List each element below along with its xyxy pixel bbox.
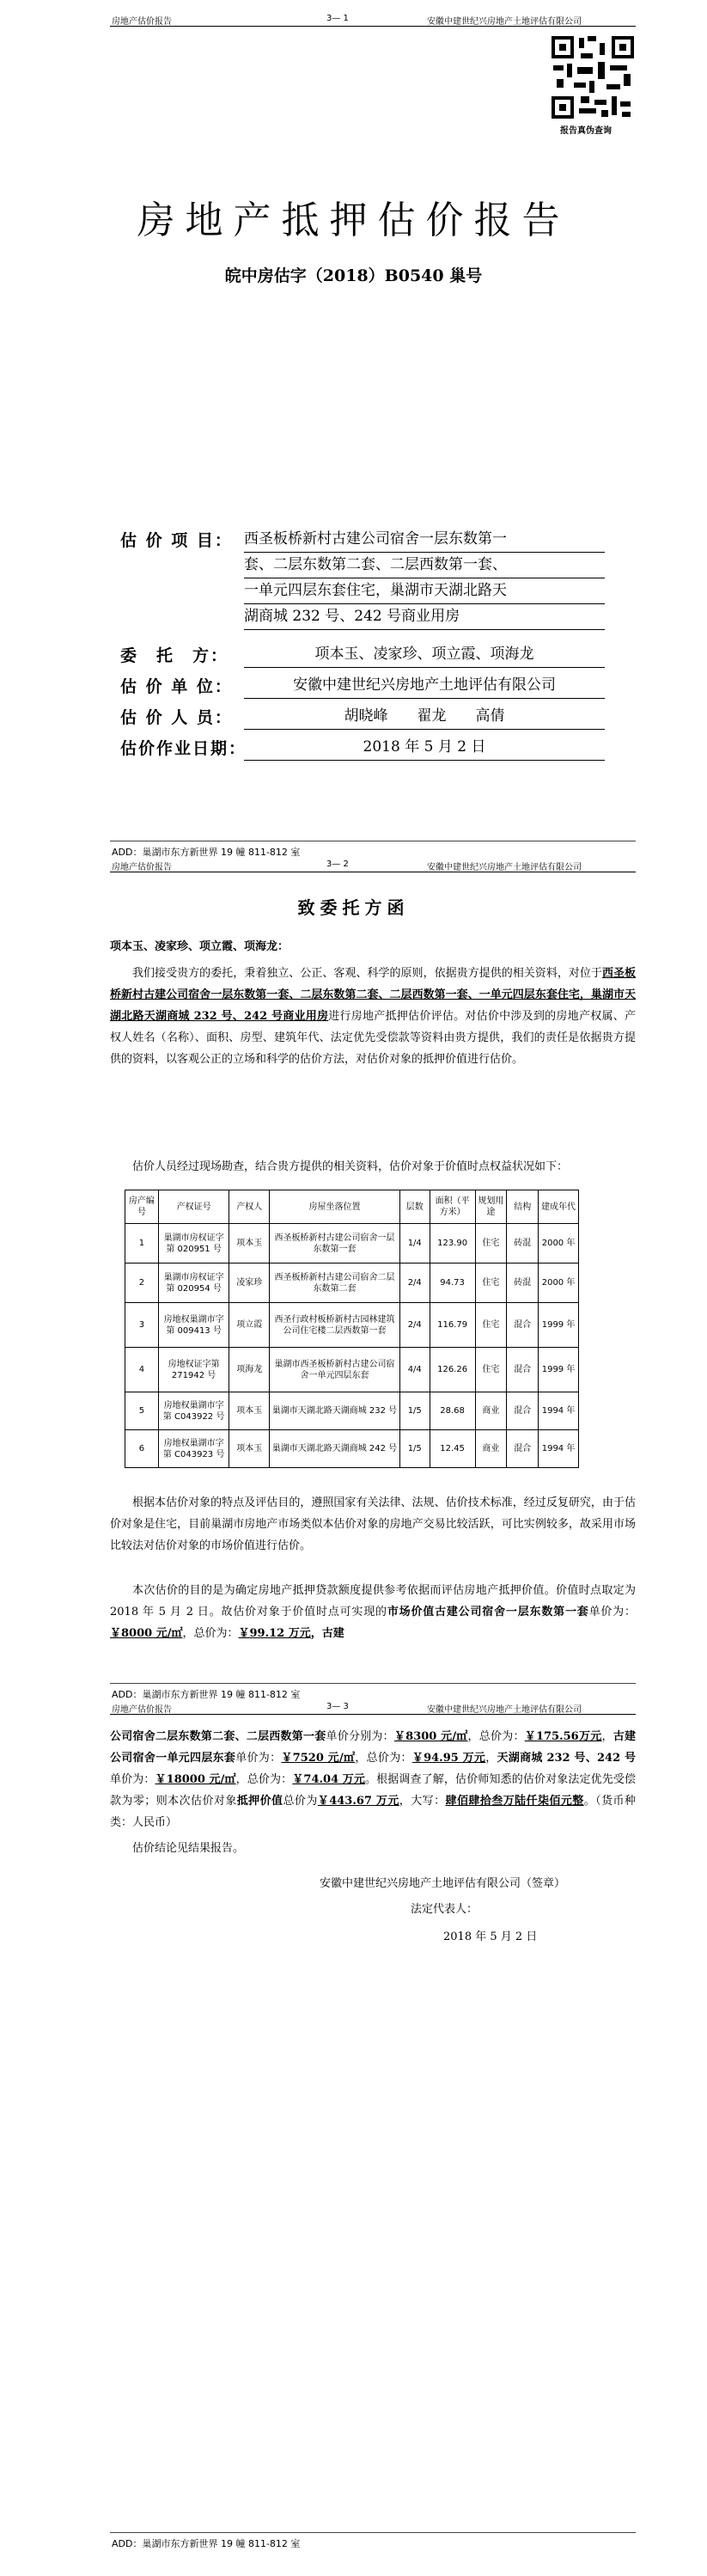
cell-id: 4 [125, 1348, 159, 1392]
page-header-right: 安徽中建世纪兴房地产土地评估有限公司 [427, 1705, 582, 1715]
col-header: 面积（平方米） [430, 1190, 475, 1224]
cell-location: 巢湖市天湖北路天湖商城 232 号 [270, 1392, 400, 1430]
cell-location: 巢湖市西圣板桥新村古建公司宿舍一单元四层东套 [270, 1348, 400, 1392]
cell-floor: 2/4 [399, 1264, 430, 1303]
signature-company: 安徽中建世纪兴房地产土地评估有限公司（签章） [320, 1877, 566, 1890]
cell-owner: 项本玉 [229, 1224, 270, 1264]
cell-cert: 房地权巢湖市字第 C043923 号 [158, 1430, 229, 1468]
table-row [125, 1348, 579, 1392]
letter-title: 致委托方函 [297, 897, 410, 918]
letter-paragraph-1: 我们接受贵方的委托，秉着独立、公正、客观、科学的原则，依据贵方提供的相关资料，对位于西圣板桥新村古建公司宿舍一层东数第一套、二层东数第二套、二层西数第一套、一单元四层东套住宅，巢湖市天湖北路天湖商城 232 号、242 号商业用房进行房地产抵押估价评估。对估价中涉及到的房地产权属、产权人姓名（名称）、面积、房型、建筑年代、法定优先受偿款等资料由贵方提供，我们的责任是依据贵方提供的资料，以客观公正的立场和科学的估价方法，对估价对象的抵押价值进行估价。 [110, 967, 636, 1066]
table-header-row [125, 1190, 579, 1224]
table-row [125, 1392, 579, 1430]
cell-use: 商业 [475, 1392, 507, 1430]
signature-date: 2018 年 5 月 2 日 [443, 1930, 538, 1943]
page-title: 房地产抵押估价报告 [137, 199, 570, 242]
footer-rule [110, 2532, 636, 2533]
cell-structure: 混合 [507, 1430, 539, 1468]
table-row [125, 1303, 579, 1348]
table-row [125, 1430, 579, 1468]
cell-cert: 房地权巢湖市字第 009413 号 [158, 1303, 229, 1348]
cell-owner: 项海龙 [229, 1348, 270, 1392]
project-line-4: 湖商城 232 号、242 号商业用房 [244, 603, 605, 630]
page-header-number: 3— 1 [326, 14, 349, 23]
cell-area: 94.73 [430, 1264, 475, 1303]
cell-area: 12.45 [430, 1430, 475, 1468]
header-rule [110, 1714, 636, 1715]
cell-owner: 项本玉 [229, 1430, 270, 1468]
table-row [125, 1224, 579, 1264]
page-header-left: 房地产估价报告 [112, 1705, 172, 1715]
cell-area: 28.68 [430, 1392, 475, 1430]
cell-cert: 房地权证字第 271942 号 [158, 1348, 229, 1392]
qr-code-icon[interactable] [550, 34, 636, 120]
cell-structure: 混合 [507, 1303, 539, 1348]
cell-floor: 2/4 [399, 1303, 430, 1348]
cell-owner: 凌家珍 [229, 1264, 270, 1303]
cell-id: 6 [125, 1430, 159, 1468]
table-row [125, 1264, 579, 1303]
page-header-left: 房地产估价报告 [112, 863, 172, 872]
cell-year: 1999 年 [539, 1348, 579, 1392]
cell-year: 2000 年 [539, 1264, 579, 1303]
letter-paragraph-3: 根据本估价对象的特点及评估目的，遵照国家有关法律、法规、估价技术标准，经过反复研究，由于估价对象是住宅，目前巢湖市房地产市场类似本估价对象的房地产交易比较活跃，可比实例较多，故采用市场比较法对估价对象的市场价值进行估价。 [110, 1496, 636, 1552]
cell-area: 123.90 [430, 1224, 475, 1264]
col-header: 层数 [399, 1190, 430, 1224]
client-label: 委 托 方： [120, 646, 229, 665]
page-header-right: 安徽中建世纪兴房地产土地评估有限公司 [427, 17, 582, 27]
conclusion-paragraph: 公司宿舍二层东数第二套、二层西数第一套单价分别为：￥8300 元/㎡，总价为：￥175.56万元，古建公司宿舍一单元四层东套单价为：￥7520 元/㎡，总价为：￥94.95 万元，天湖商城 232 号、242 号单价为：￥18000 元/㎡，总价为：￥74.04 万元。根据调查了解，估价师知悉的估价对象法定优先受偿款为零；则本次估价对象抵押价值总价为￥443.67 万元，大写：肆佰肆拾叁万陆仟柒佰元整。（货币种类：人民币） [110, 1730, 636, 1829]
cell-owner: 项本玉 [229, 1392, 270, 1430]
header-rule [110, 26, 636, 27]
cell-floor: 1/5 [399, 1392, 430, 1430]
cell-location: 西圣板桥新村古建公司宿舍二层东数第二套 [270, 1264, 400, 1303]
page-header-left: 房地产估价报告 [112, 17, 172, 27]
cell-area: 126.26 [430, 1348, 475, 1392]
project-line-2: 套、二层东数第二套、二层西数第一套、 [244, 552, 605, 578]
col-header: 产权人 [229, 1190, 270, 1224]
cell-use: 住宅 [475, 1348, 507, 1392]
cell-cert: 巢湖市房权证字第 020951 号 [158, 1224, 229, 1264]
cell-use: 住宅 [475, 1224, 507, 1264]
cell-id: 2 [125, 1264, 159, 1303]
cell-owner: 项立霞 [229, 1303, 270, 1348]
cell-structure: 砖混 [507, 1224, 539, 1264]
letter-paragraph-4: 本次估价的目的是为确定房地产抵押贷款额度提供参考依据而评估房地产抵押价值。价值时点取定为 2018 年 5 月 2 日。故估价对象于价值时点可实现的市场价值古建公司宿舍一层东数第一套单价为：￥8000 元/㎡，总价为：￥99.12 万元，古建 [110, 1584, 636, 1640]
cell-floor: 4/4 [399, 1348, 430, 1392]
cell-cert: 巢湖市房权证字第 020954 号 [158, 1264, 229, 1303]
property-table [125, 1190, 579, 1468]
date-value: 2018 年 5 月 2 日 [244, 734, 605, 761]
col-header: 产权证号 [158, 1190, 229, 1224]
report-number: 皖中房估字（2018）B0540 巢号 [224, 266, 483, 285]
cell-structure: 混合 [507, 1392, 539, 1430]
client-value: 项本玉、凌家珍、项立霞、项海龙 [244, 641, 605, 668]
col-header: 规划用途 [475, 1190, 507, 1224]
cell-structure: 砖混 [507, 1264, 539, 1303]
project-line-1: 西圣板桥新村古建公司宿舍一层东数第一 [244, 526, 605, 553]
cell-use: 住宅 [475, 1303, 507, 1348]
cell-location: 巢湖市天湖北路天湖商城 242 号 [270, 1430, 400, 1468]
cell-cert: 房地权巢湖市字第 C043922 号 [158, 1392, 229, 1430]
letter-salutation: 项本玉、凌家珍、项立霞、项海龙： [110, 940, 290, 953]
col-header: 房屋坐落位置 [270, 1190, 400, 1224]
signature-representative: 法定代表人： [411, 1903, 478, 1916]
cell-location: 西圣板桥新村古建公司宿舍一层东数第一套 [270, 1224, 400, 1264]
cell-id: 5 [125, 1392, 159, 1430]
col-header: 房产编号 [125, 1190, 159, 1224]
cell-floor: 1/4 [399, 1224, 430, 1264]
page-header-right: 安徽中建世纪兴房地产土地评估有限公司 [427, 863, 582, 872]
col-header: 结构 [507, 1190, 539, 1224]
page-header-number: 3— 2 [326, 860, 349, 869]
appraiser-org-value: 安徽中建世纪兴房地产土地评估有限公司 [244, 672, 605, 699]
conclusion-note: 估价结论见结果报告。 [132, 1842, 245, 1855]
footer-rule [110, 1683, 636, 1684]
cell-location: 西圣行政村板桥新村古园林建筑公司住宅楼二层西数第一套 [270, 1303, 400, 1348]
project-line-3: 一单元四层东套住宅，巢湖市天湖北路天 [244, 578, 605, 604]
cell-year: 1994 年 [539, 1430, 579, 1468]
page-footer: ADD：巢湖市东方新世界 19 幢 811-812 室 [112, 1689, 301, 1700]
page-header-number: 3— 3 [326, 1702, 349, 1711]
cell-area: 116.79 [430, 1303, 475, 1348]
page-footer: ADD：巢湖市东方新世界 19 幢 811-812 室 [112, 847, 301, 858]
page-footer: ADD：巢湖市东方新世界 19 幢 811-812 室 [112, 2538, 301, 2549]
appraisers-value: 胡晓峰 翟龙 高倩 [244, 703, 605, 730]
appraiser-org-label: 估 价 单 位： [120, 677, 233, 696]
qr-caption: 报告真伪查询 [560, 126, 612, 136]
cell-use: 商业 [475, 1430, 507, 1468]
appraisers-label: 估 价 人 员： [120, 708, 233, 727]
cell-id: 1 [125, 1224, 159, 1264]
cell-year: 2000 年 [539, 1224, 579, 1264]
cell-use: 住宅 [475, 1264, 507, 1303]
cell-year: 1999 年 [539, 1303, 579, 1348]
cell-structure: 混合 [507, 1348, 539, 1392]
letter-paragraph-2: 估价人员经过现场勘查，结合贵方提供的相关资料，估价对象于价值时点权益状况如下： [132, 1160, 569, 1173]
project-label: 估 价 项 目： [120, 531, 233, 550]
date-label: 估价作业日期： [120, 739, 247, 758]
cell-floor: 1/5 [399, 1430, 430, 1468]
cell-year: 1994 年 [539, 1392, 579, 1430]
col-header: 建成年代 [539, 1190, 579, 1224]
cell-id: 3 [125, 1303, 159, 1348]
